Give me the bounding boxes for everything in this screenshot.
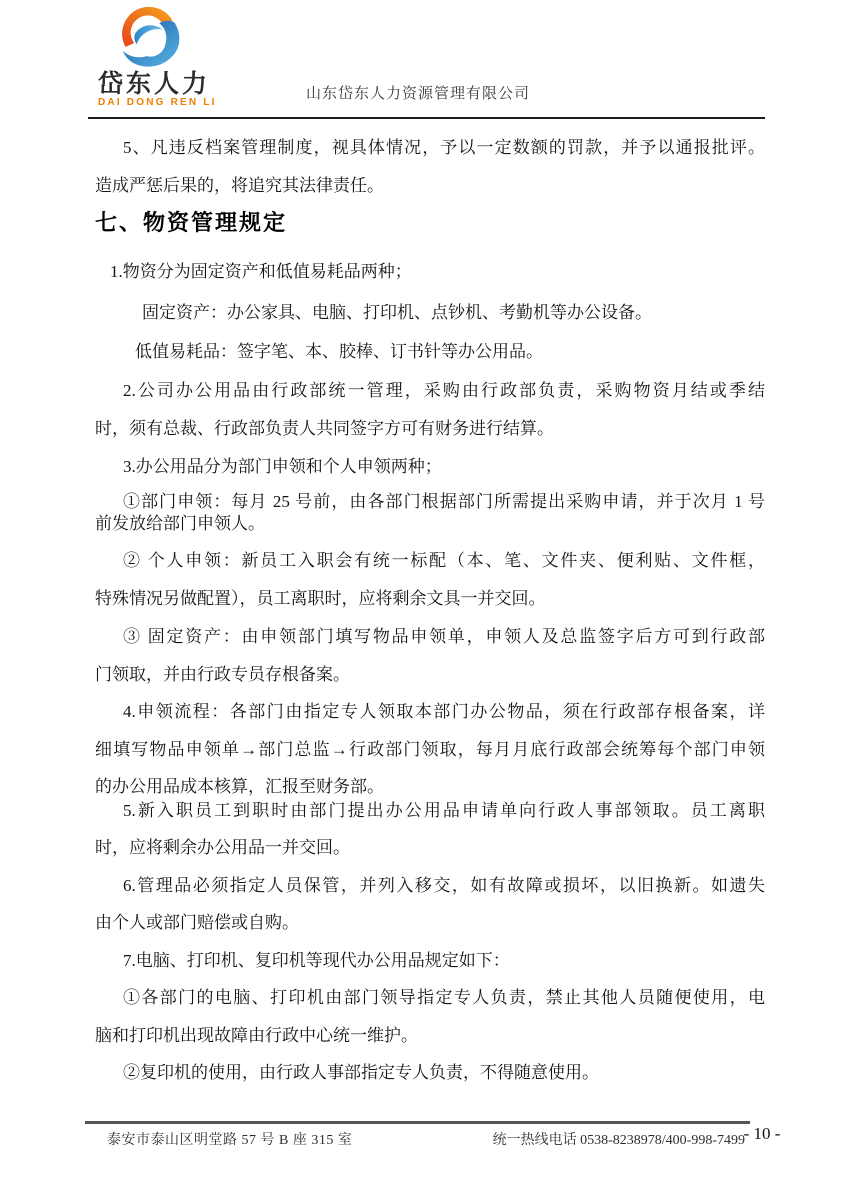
footer-hotline: 统一热线电话 0538-8238978/400-998-7499 [492,1133,745,1148]
text-line: 1.物资分为固定资产和低值易耗品两种； [110,262,412,281]
text-line: 6.管理品必须指定人员保管，并列入移交，如有故障或损坏，以旧换新。如遗失 [123,876,765,895]
text-line: 脑和打印机出现故障由行政中心统一维护。 [95,1026,418,1045]
header-rule [88,117,765,119]
logo-cn-text: 岱东人力 [98,70,211,98]
text-line: 3.办公用品分为部门申领和个人申领两种； [123,457,442,476]
section-heading: 七、物资管理规定 [95,210,288,235]
text-line: 时，应将剩余办公用品一并交回。 [95,838,350,857]
text-line: 造成严惩后果的，将追究其法律责任。 [95,176,384,195]
text-line: 特殊情况另做配置），员工离职时，应将剩余文具一并交回。 [95,589,546,608]
text-line: ② 个人申领：新员工入职会有统一标配（本、笔、文件夹、便利贴、文件框， [123,551,765,570]
text-line: 的办公用品成本核算，汇报至财务部。 [95,777,384,796]
text-line: 7.电脑、打印机、复印机等现代办公用品规定如下： [123,951,510,970]
text-line: ③ 固定资产：由申领部门填写物品申领单，申领人及总监签字后方可到行政部 [123,627,765,646]
text-line: 5.新入职员工到职时由部门提出办公用品申请单向行政人事部领取。员工离职 [123,801,765,820]
footer-address: 泰安市泰山区明堂路 57 号 B 座 315 室 [107,1133,353,1148]
text-line: 低值易耗品：签字笔、本、胶棒、订书针等办公用品。 [135,342,543,361]
company-name: 山东岱东人力资源管理有限公司 [306,86,531,102]
text-line: ①各部门的电脑、打印机由部门领导指定专人负责，禁止其他人员随便使用，电 [123,988,765,1007]
company-logo [98,6,228,109]
text-line: 5、凡违反档案管理制度，视具体情况，予以一定数额的罚款，并予以通报批评。 [123,138,765,157]
logo-emblem-icon [116,6,184,72]
text-line: 固定资产：办公家具、电脑、打印机、点钞机、考勤机等办公设备。 [142,303,652,322]
text-line: ②复印机的使用，由行政人事部指定专人负责，不得随意使用。 [123,1063,599,1082]
text-line: 前发放给部门申领人。 [95,514,265,533]
logo-en-text: DAI DONG REN LI [98,97,217,108]
text-line: 时，须有总裁、行政部负责人共同签字方可有财务进行结算。 [95,419,554,438]
text-line: 由个人或部门赔偿或自购。 [95,913,299,932]
page-number: - 10 - [743,1124,781,1143]
text-line: 2.公司办公用品由行政部统一管理，采购由行政部负责，采购物资月结或季结 [123,381,765,400]
footer-rule [85,1121,750,1124]
document-body [95,120,765,1083]
text-line: 门领取，并由行政专员存根备案。 [95,665,350,684]
text-line: 4.申领流程：各部门由指定专人领取本部门办公物品，须在行政部存根备案，详 [123,702,765,721]
text-line: ①部门申领：每月 25 号前，由各部门根据部门所需提出采购申请，并于次月 1 号 [123,492,765,511]
text-line: 细填写物品申领单→部门总监→行政部门领取，每月月底行政部会统筹每个部门申领 [95,740,765,759]
